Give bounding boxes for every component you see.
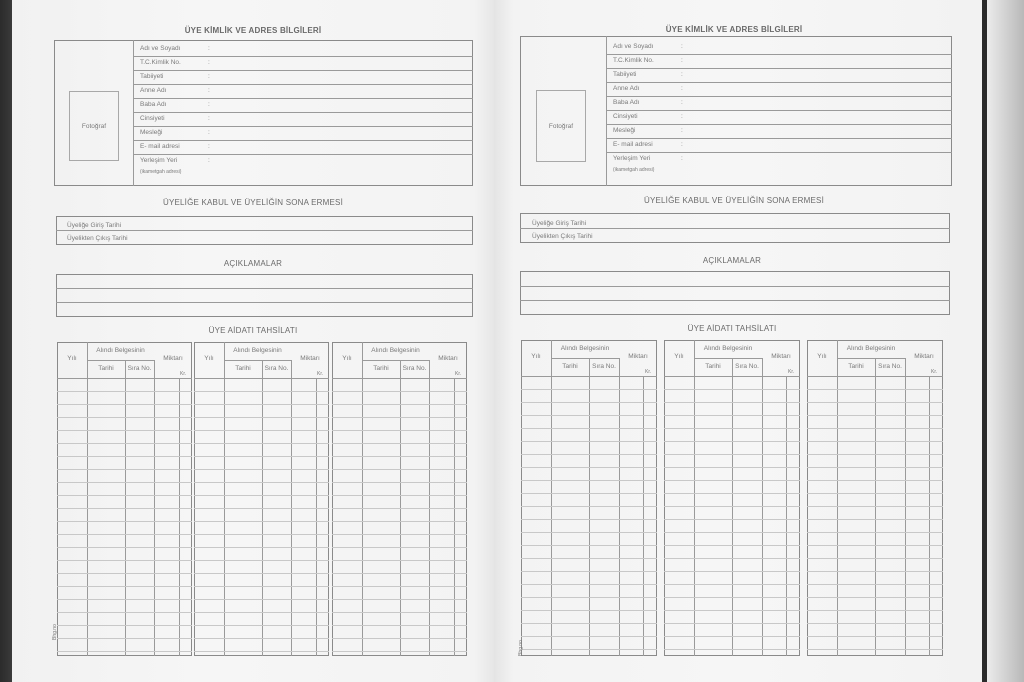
col-unit-header: Kr. — [645, 369, 652, 375]
field-colon: : — [208, 101, 210, 108]
col-year-header: Yılı — [674, 353, 684, 360]
col-amount-header: Miktarı — [438, 355, 458, 362]
field-colon: : — [681, 85, 683, 92]
notes-box — [520, 271, 950, 315]
identity-field-label: Mesleği — [140, 129, 163, 136]
col-seq-header: Sıra No. — [402, 365, 427, 372]
dues-title: ÜYE AİDATI TAHSİLATI — [208, 326, 298, 335]
field-colon: : — [681, 113, 683, 120]
col-unit-header: Kr. — [788, 369, 795, 375]
identity-title: ÜYE KİMLİK VE ADRES BİLGİLERİ — [184, 26, 322, 35]
footer-mark: Bhg.no — [518, 640, 524, 656]
field-colon: : — [208, 87, 210, 94]
identity-field-label: E- mail adresi — [140, 143, 180, 150]
membership-entry-date-label: Üyeliğe Giriş Tarihi — [532, 220, 587, 227]
col-seq-header: Sıra No. — [127, 365, 152, 372]
col-amount-header: Miktarı — [771, 353, 791, 360]
membership-title: ÜYELİĞE KABUL VE ÜYELİĞİN SONA ERMESİ — [162, 198, 344, 207]
residence-note: (ikametgah adresi) — [613, 167, 655, 173]
identity-title: ÜYE KİMLİK VE ADRES BİLGİLERİ — [665, 25, 803, 34]
residence-note: (ikametgah adresi) — [140, 169, 182, 175]
col-receipt-header: Alındı Belgesinin — [371, 347, 420, 354]
col-unit-header: Kr. — [317, 371, 324, 377]
membership-entry-date-label: Üyeliğe Giriş Tarihi — [67, 222, 122, 229]
field-colon: : — [208, 115, 210, 122]
identity-field-label: Yerleşim Yeri — [613, 155, 651, 162]
identity-field-label: Tabiiyeti — [140, 73, 164, 80]
identity-field-label: Yerleşim Yeri — [140, 157, 178, 164]
col-unit-header: Kr. — [931, 369, 938, 375]
identity-field-label: E- mail adresi — [613, 141, 653, 148]
field-colon: : — [681, 141, 683, 148]
field-colon: : — [208, 73, 210, 80]
col-amount-header: Miktarı — [628, 353, 648, 360]
membership-exit-date-label: Üyelikten Çıkış Tarihi — [67, 235, 128, 242]
field-colon: : — [208, 45, 210, 52]
identity-field-label: T.C.Kimlik No. — [613, 57, 654, 64]
notes-title: AÇIKLAMALAR — [223, 259, 283, 268]
col-date-header: Tarihi — [235, 365, 251, 372]
membership-title: ÜYELİĞE KABUL VE ÜYELİĞİN SONA ERMESİ — [643, 196, 825, 205]
col-date-header: Tarihi — [373, 365, 389, 372]
membership-exit-date-label: Üyelikten Çıkış Tarihi — [532, 233, 593, 240]
right-page — [494, 0, 982, 682]
col-date-header: Tarihi — [705, 363, 721, 370]
identity-field-label: Cinsiyeti — [140, 115, 165, 122]
col-unit-header: Kr. — [455, 371, 462, 377]
col-seq-header: Sıra No. — [878, 363, 902, 370]
col-year-header: Yılı — [817, 353, 827, 360]
identity-field-label: Baba Adı — [140, 101, 167, 108]
identity-field-label: Adı ve Soyadı — [613, 43, 654, 50]
identity-field-label: Adı ve Soyadı — [140, 45, 181, 52]
col-year-header: Yılı — [531, 353, 541, 360]
book-cover-right-edge — [982, 0, 1024, 682]
left-page — [12, 0, 494, 682]
field-colon: : — [208, 157, 210, 164]
col-receipt-header: Alındı Belgesinin — [846, 345, 896, 352]
col-date-header: Tarihi — [562, 363, 578, 370]
col-amount-header: Miktarı — [163, 355, 183, 362]
col-seq-header: Sıra No. — [264, 365, 289, 372]
field-colon: : — [681, 99, 683, 106]
col-year-header: Yılı — [342, 355, 352, 362]
notes-title: AÇIKLAMALAR — [702, 256, 762, 265]
col-date-header: Tarihi — [848, 363, 864, 370]
col-receipt-header: Alındı Belgesinin — [560, 345, 610, 352]
field-colon: : — [208, 143, 210, 150]
photo-placeholder: Fotoğraf — [69, 91, 119, 161]
identity-field-label: T.C.Kimlik No. — [140, 59, 181, 66]
book-cover-left-edge — [0, 0, 12, 682]
col-seq-header: Sıra No. — [592, 363, 616, 370]
col-amount-header: Miktarı — [914, 353, 934, 360]
identity-field-label: Baba Adı — [613, 99, 640, 106]
col-receipt-header: Alındı Belgesinin — [96, 347, 145, 354]
col-year-header: Yılı — [204, 355, 214, 362]
field-colon: : — [681, 57, 683, 64]
notes-box — [56, 274, 473, 317]
identity-field-label: Anne Adı — [613, 85, 640, 92]
identity-field-label: Anne Adı — [140, 87, 167, 94]
identity-field-label: Cinsiyeti — [613, 113, 638, 120]
photo-placeholder: Fotoğraf — [536, 90, 586, 162]
field-colon: : — [681, 43, 683, 50]
col-seq-header: Sıra No. — [735, 363, 759, 370]
col-receipt-header: Alındı Belgesinin — [703, 345, 753, 352]
col-date-header: Tarihi — [98, 365, 114, 372]
footer-mark: Bhg.no — [52, 624, 58, 640]
field-colon: : — [681, 127, 683, 134]
dues-title: ÜYE AİDATI TAHSİLATI — [687, 324, 777, 333]
col-year-header: Yılı — [67, 355, 77, 362]
field-colon: : — [681, 71, 683, 78]
field-colon: : — [208, 59, 210, 66]
col-unit-header: Kr. — [180, 371, 187, 377]
identity-field-label: Mesleği — [613, 127, 636, 134]
identity-field-label: Tabiiyeti — [613, 71, 637, 78]
col-receipt-header: Alındı Belgesinin — [233, 347, 282, 354]
col-amount-header: Miktarı — [300, 355, 320, 362]
field-colon: : — [681, 155, 683, 162]
field-colon: : — [208, 129, 210, 136]
